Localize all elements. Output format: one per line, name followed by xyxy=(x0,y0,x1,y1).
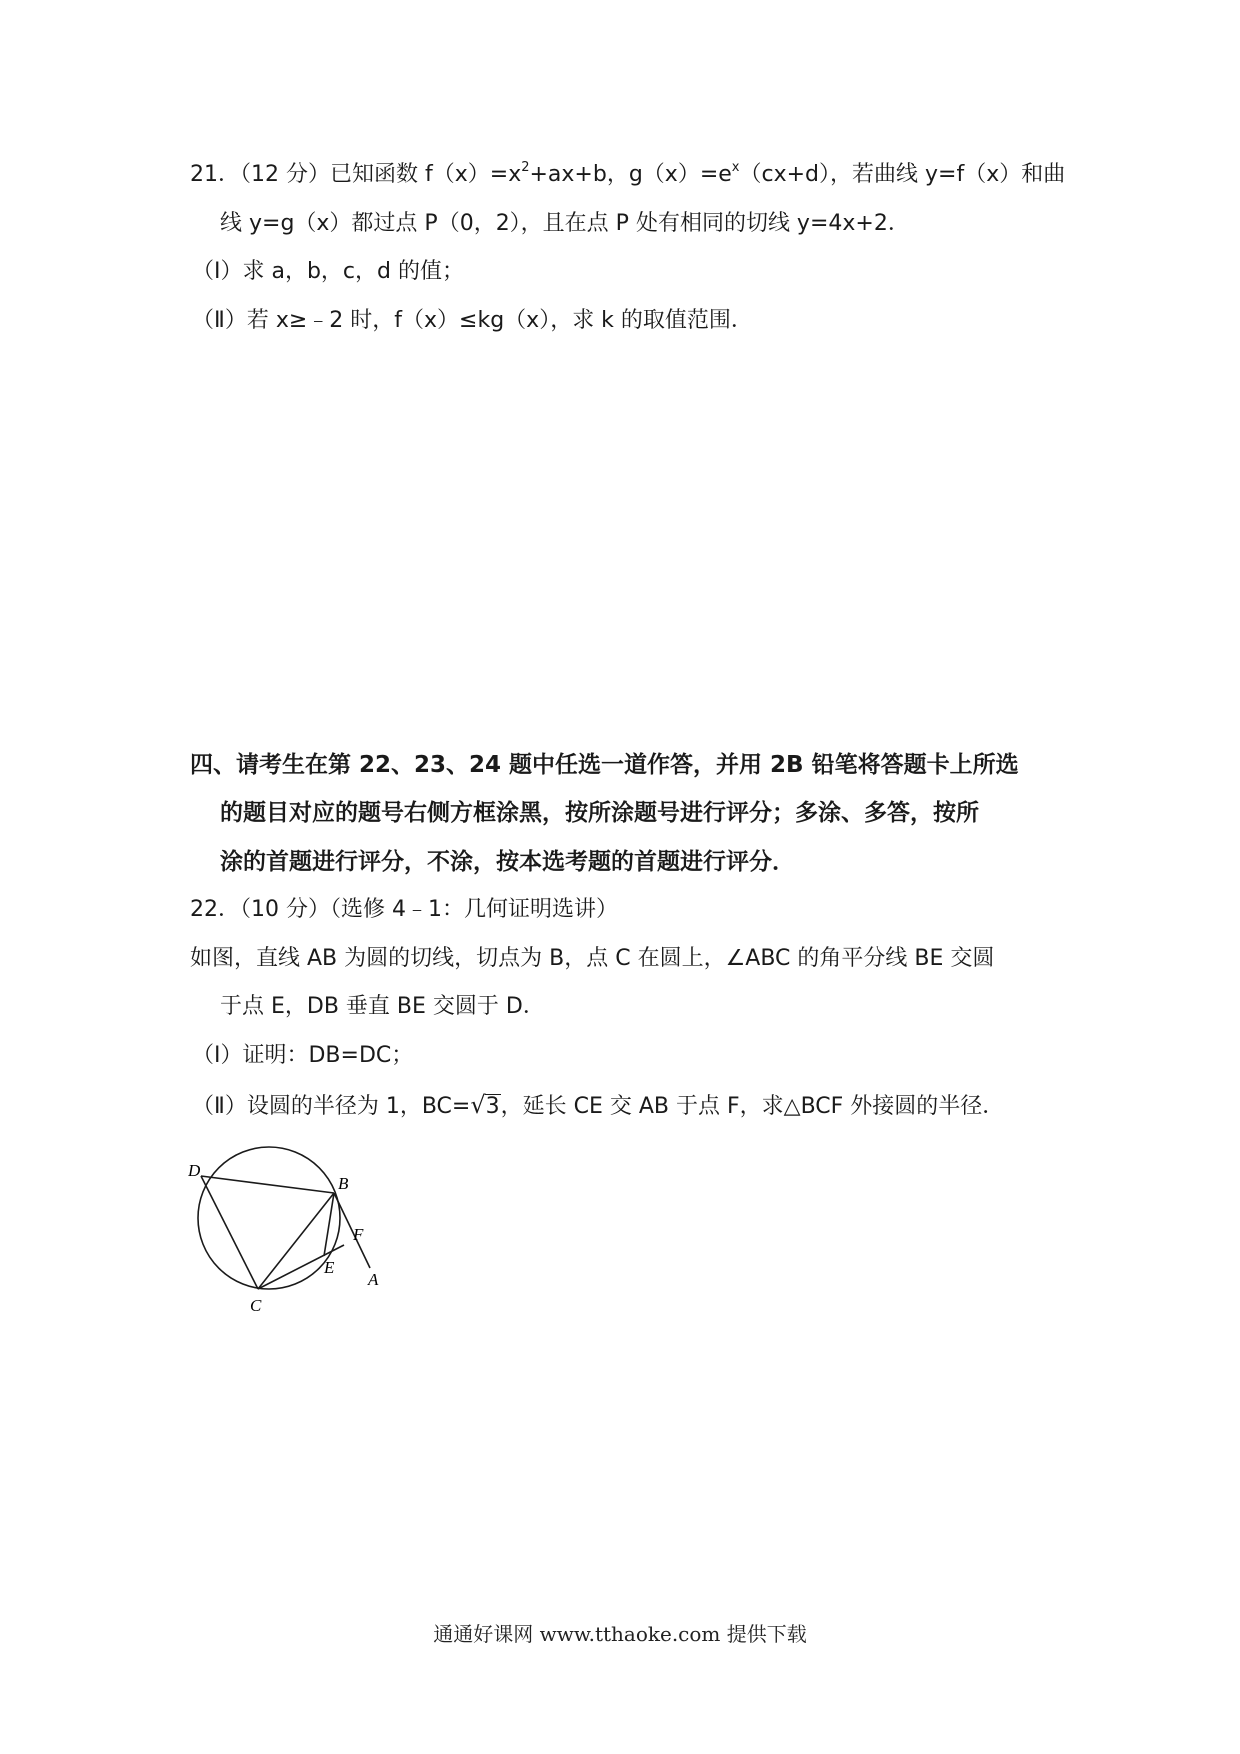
q21-exponent-x: x xyxy=(731,159,740,175)
q22-body1: 如图，直线 AB 为圆的切线，切点为 B，点 C 在圆上，∠ABC 的角平分线 BE 交圆 xyxy=(190,946,995,971)
q22-part2-text-a: （Ⅱ）设圆的半径为 1，BC= xyxy=(192,1094,471,1119)
section4-line2: 的题目对应的题号右侧方框涂黑，按所涂题号进行评分；多涂、多答，按所 xyxy=(220,800,979,826)
label-D: D xyxy=(188,1161,201,1180)
q22-part2-text-b: ，延长 CE 交 AB 于点 F，求△BCF 外接圆的半径． xyxy=(500,1094,1005,1119)
geometry-figure xyxy=(188,1138,388,1318)
sqrt-symbol: √ xyxy=(470,1091,486,1119)
q21-exponent-2: 2 xyxy=(521,159,530,175)
section4-line1: 四、请考生在第 22、23、24 题中任选一道作答，并用 2B 铅笔将答题卡上所选 xyxy=(190,752,1019,778)
q22-body2: 于点 E，DB 垂直 BE 交圆于 D． xyxy=(220,994,545,1019)
sqrt-radicand: 3 xyxy=(485,1094,500,1119)
q22-header: 22．（10 分）（选修 4﹣1：几何证明选讲） xyxy=(190,897,618,922)
q21-number: 21． xyxy=(190,162,240,187)
q22-part1: （Ⅰ）证明：DB=DC； xyxy=(192,1043,414,1068)
segment-BC xyxy=(258,1193,334,1289)
label-F: F xyxy=(353,1225,364,1244)
q22-part2 xyxy=(192,1090,1004,1122)
q21-text-c: （cx+d），若曲线 y=f（x）和曲 xyxy=(739,162,1066,187)
label-C: C xyxy=(250,1296,262,1315)
footer-download-notice: 通通好课网 www.tthaoke.com 提供下载 xyxy=(433,1622,807,1646)
segment-DC xyxy=(201,1176,258,1289)
sqrt-three xyxy=(470,1090,500,1122)
circle xyxy=(198,1147,340,1289)
segment-DB xyxy=(201,1176,334,1193)
q21-part1: （Ⅰ）求 a，b，c，d 的值； xyxy=(192,259,464,284)
q21-line1 xyxy=(190,160,1065,190)
label-A: A xyxy=(368,1270,379,1289)
q21-text-b: +ax+b，g（x）=e xyxy=(529,162,732,187)
label-E: E xyxy=(324,1258,335,1277)
q21-text-a: 已知函数 f（x）=x xyxy=(330,162,522,187)
section4-line3: 涂的首题进行评分，不涂，按本选考题的首题进行评分． xyxy=(220,849,795,875)
label-B: B xyxy=(338,1174,349,1193)
q21-score: （12 分） xyxy=(240,162,330,187)
q21-line2: 线 y=g（x）都过点 P（0，2），且在点 P 处有相同的切线 y=4x+2． xyxy=(220,211,910,236)
q21-part2: （Ⅱ）若 x≥﹣2 时，f（x）≤kg（x），求 k 的取值范围． xyxy=(192,308,753,333)
